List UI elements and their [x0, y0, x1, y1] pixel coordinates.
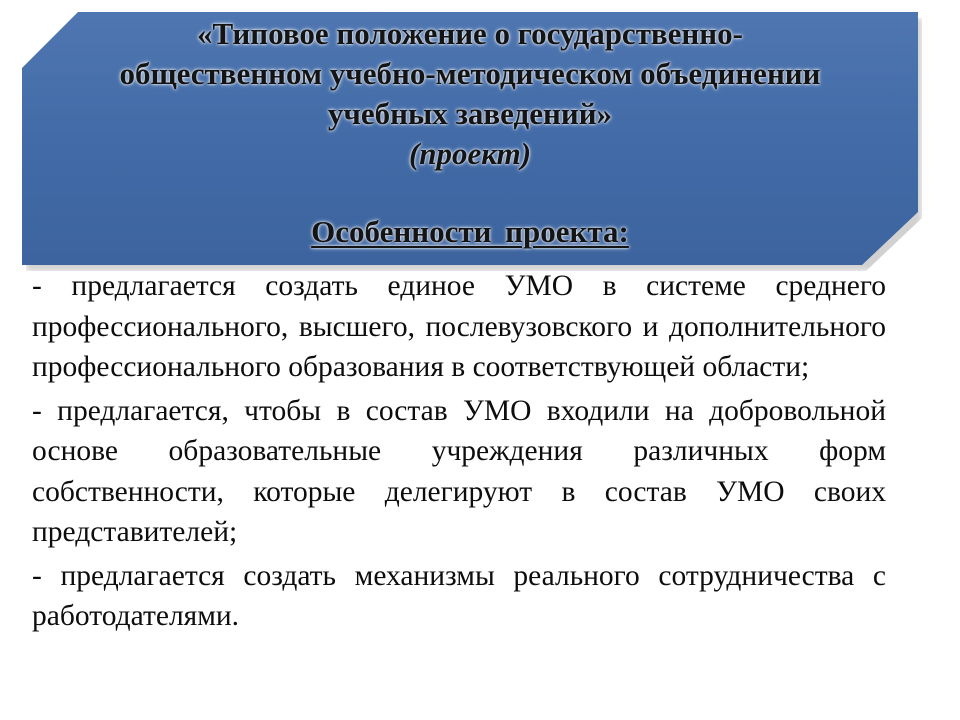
title-subtitle: (проект)	[408, 136, 532, 171]
title-line-1: «Типовое положение о государственно-	[197, 16, 743, 51]
feature-item-1: - предлагается создать единое УМО в системе среднего профессионального, высшего, послевузовского и дополнительного профессионального образования в соответствующей области;	[32, 270, 886, 383]
title-banner-text	[22, 12, 918, 265]
feature-item-3: - предлагается создать механизмы реального сотрудничества с работодателями.	[32, 559, 886, 632]
features-heading: Особенности проекта:	[311, 214, 629, 249]
slide-title	[22, 12, 918, 174]
title-line-3: учебных заведений»	[327, 96, 613, 131]
feature-item-2: - предлагается, чтобы в состав УМО входили на добровольной основе образовательные учреждения различных форм собственности, которые делегируют в состав УМО своих представителей;	[32, 394, 886, 548]
title-line-2: общественном учебно-методическом объединении	[119, 56, 821, 91]
features-list	[32, 266, 886, 640]
